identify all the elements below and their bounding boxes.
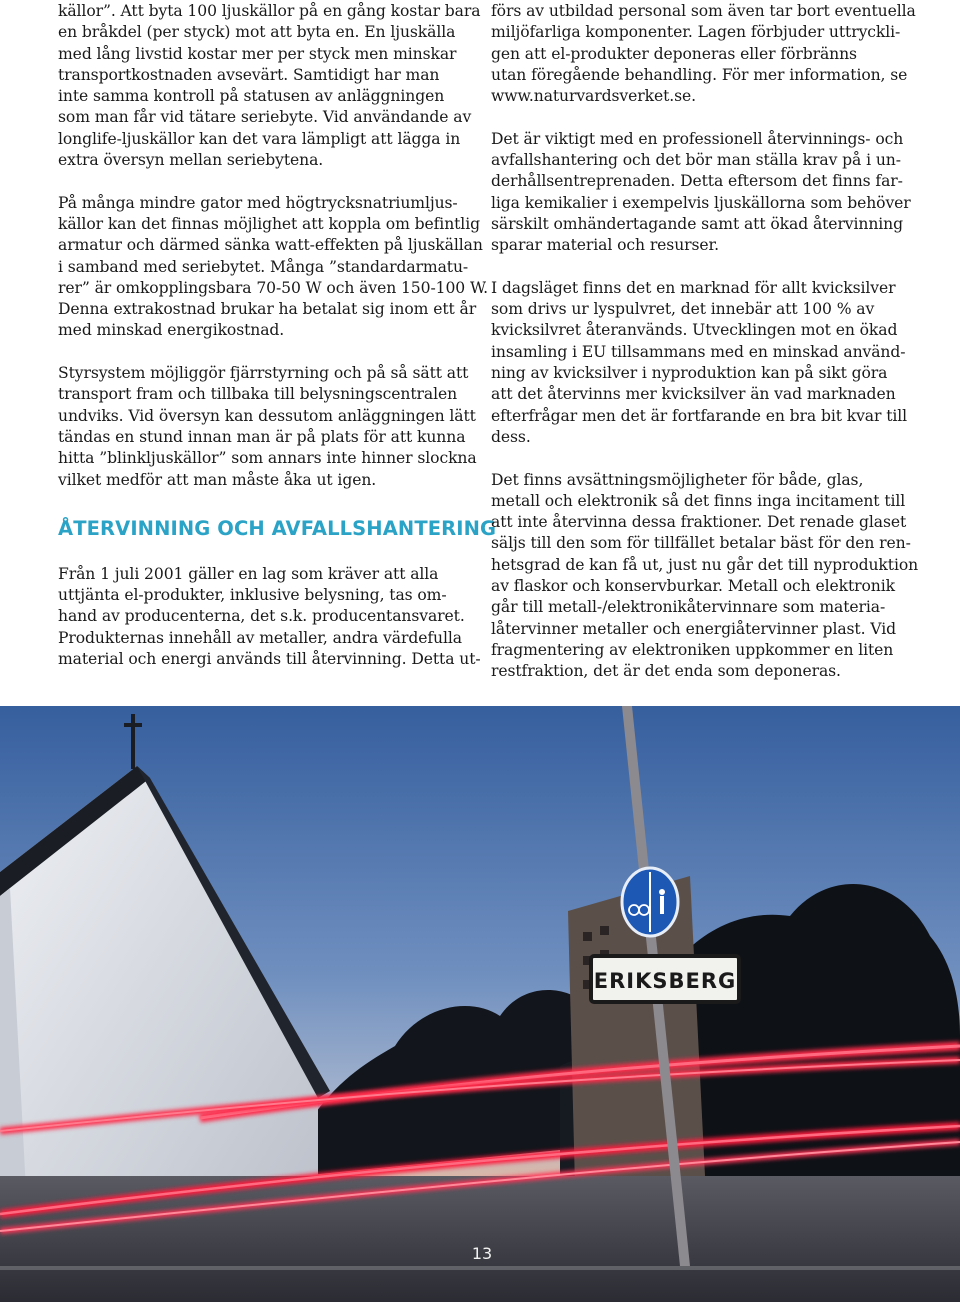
text-line: Det finns avsättningsmöjligheter för både, glas, (491, 470, 864, 489)
text-line: vilket medför att man måste åka ut igen. (58, 470, 377, 489)
paragraph (58, 363, 477, 491)
paragraph (58, 1, 481, 171)
text-line: insamling i EU tillsammans med en minskad använd- (491, 342, 906, 361)
town-name-sign (591, 956, 739, 1002)
text-line: i samband med seriebytet. Många ”standardarmatu- (58, 257, 469, 276)
text-line: en bråkdel (per styck) mot att byta en. En ljuskälla (58, 23, 456, 42)
text-line: avfallshantering och det bör man ställa krav på i un- (491, 151, 901, 170)
text-line: Från 1 juli 2001 gäller en lag som kräver att alla (58, 564, 439, 583)
text-line: säljs till den som för tillfället betalar bäst för den ren- (491, 534, 911, 553)
text-line: särskilt omhändertagande samt att ökad återvinning (491, 214, 903, 233)
paragraph (58, 564, 481, 670)
text-line: som man får vid tätare seriebyte. Vid användande av (58, 108, 472, 127)
text-line: Produkternas innehåll av metaller, andra värdefulla (58, 628, 462, 647)
text-line: hand av producenterna, det s.k. producentansvaret. (58, 607, 465, 626)
text-line: uttjänta el-produkter, inklusive belysning, tas om- (58, 586, 447, 605)
text-line: hitta ”blinkljuskällor” som annars inte hinner slockna (58, 449, 477, 468)
text-line: På många mindre gator med högtrycksnatriumljus- (58, 193, 458, 212)
text-line: källor kan det finnas möjlighet att koppla om befintlig (58, 214, 480, 233)
left-column-paragraphs (58, 1, 489, 491)
text-line: extra översyn mellan seriebytena. (58, 151, 324, 170)
text-line: källor”. Att byta 100 ljuskällor på en gång kostar bara (58, 2, 481, 20)
text-line: armatur och därmed sänka watt-effekten på ljuskällan (58, 236, 483, 255)
text-line: miljöfarliga komponenter. Lagen förbjuder uttryckli- (491, 23, 901, 42)
right-column-paragraphs (491, 1, 919, 683)
paragraph (58, 193, 489, 342)
text-line: Denna extrakostnad brukar ha betalat sig inom ett år (58, 300, 477, 319)
text-line: efterfrågar men det är fortfarande en bra bit kvar till (491, 406, 908, 425)
text-line: material och energi används till återvinning. Detta ut- (58, 650, 481, 669)
text-line: rer” är omkopplingsbara 70-50 W och även 150-100 W. (58, 278, 489, 297)
section-heading: ÅTERVINNING OCH AVFALLSHANTERING (58, 516, 497, 540)
text-line: I dagsläget finns det en marknad för allt kvicksilver (491, 278, 896, 297)
town-name-text: ERIKSBERG (593, 969, 737, 993)
text-line: förs av utbildad personal som även tar bort eventuella (491, 2, 916, 20)
text-line: derhållsentreprenaden. Detta eftersom det finns far- (491, 172, 903, 191)
paragraph (491, 278, 916, 448)
text-line: tändas en stund innan man är på plats för att kunna (58, 427, 466, 446)
text-line: av flaskor och konservburkar. Metall och elektronik (491, 577, 895, 596)
text-line: sparar material och resurser. (491, 236, 720, 255)
text-line: gen att el-produkter deponeras eller förbränns (491, 44, 857, 63)
text-line: transport fram och tillbaka till belysningscentralen (58, 385, 458, 404)
text-line: Det är viktigt med en professionell återvinnings- och (491, 129, 904, 148)
text-line: att inte återvinna dessa fraktioner. Det renade glaset (491, 513, 907, 532)
text-line: restfraktion, det är det enda som deponeras. (491, 662, 841, 681)
text-line: Styrsystem möjliggör fjärrstyrning och på så sätt att (58, 364, 469, 383)
text-line: inte samma kontroll på statusen av anläggningen (58, 87, 445, 106)
text-line: kvicksilvret återanvänds. Utvecklingen mot en ökad (491, 321, 898, 340)
text-line: undviks. Vid översyn kan dessutom anläggningen lätt (58, 406, 476, 425)
text-line: fragmentering av elektroniken uppkommer en liten (491, 640, 894, 659)
paragraph (491, 470, 919, 683)
text-line: www.naturvardsverket.se. (491, 87, 696, 106)
text-line: dess. (491, 427, 531, 446)
right-column (491, 1, 919, 704)
heading-paragraph (58, 564, 481, 670)
left-column (58, 1, 497, 692)
page-number: 13 (471, 1244, 493, 1263)
text-line: ning av kvicksilver i nyproduktion kan på sikt göra (491, 364, 888, 383)
text-line: utan föregående behandling. För mer information, se (491, 65, 908, 84)
paragraph (491, 129, 916, 257)
text-line: liga kemikalier i exempelvis ljuskällorna som behöver (491, 193, 911, 212)
text-line: med lång livstid kostar mer per styck men minskar (58, 44, 457, 63)
text-line: metall och elektronik så det finns inga incitament till (491, 491, 906, 510)
text-line: låtervinner metaller och energiåtervinner plast. Vid (491, 619, 896, 638)
text-line: med minskad energikostnad. (58, 321, 285, 340)
text-line: hetsgrad de kan få ut, just nu går det till nyproduktion (491, 555, 919, 574)
bicycle-pedestrian-sign-icon (622, 868, 678, 936)
photo-illustration (0, 706, 960, 1302)
church-dusk-photo (0, 706, 960, 1302)
text-line: som drivs ur lyspulvret, det innebär att 100 % av (491, 300, 875, 319)
text-line: att det återvinns mer kvicksilver än vad marknaden (491, 385, 896, 404)
text-line: går till metall-/elektronikåtervinnare som materia- (491, 598, 886, 617)
text-line: transportkostnaden avsevärt. Samtidigt har man (58, 65, 440, 84)
text-line: longlife-ljuskällor kan det vara lämpligt att lägga in (58, 129, 461, 148)
paragraph (491, 1, 916, 107)
road-marking (0, 1266, 960, 1270)
